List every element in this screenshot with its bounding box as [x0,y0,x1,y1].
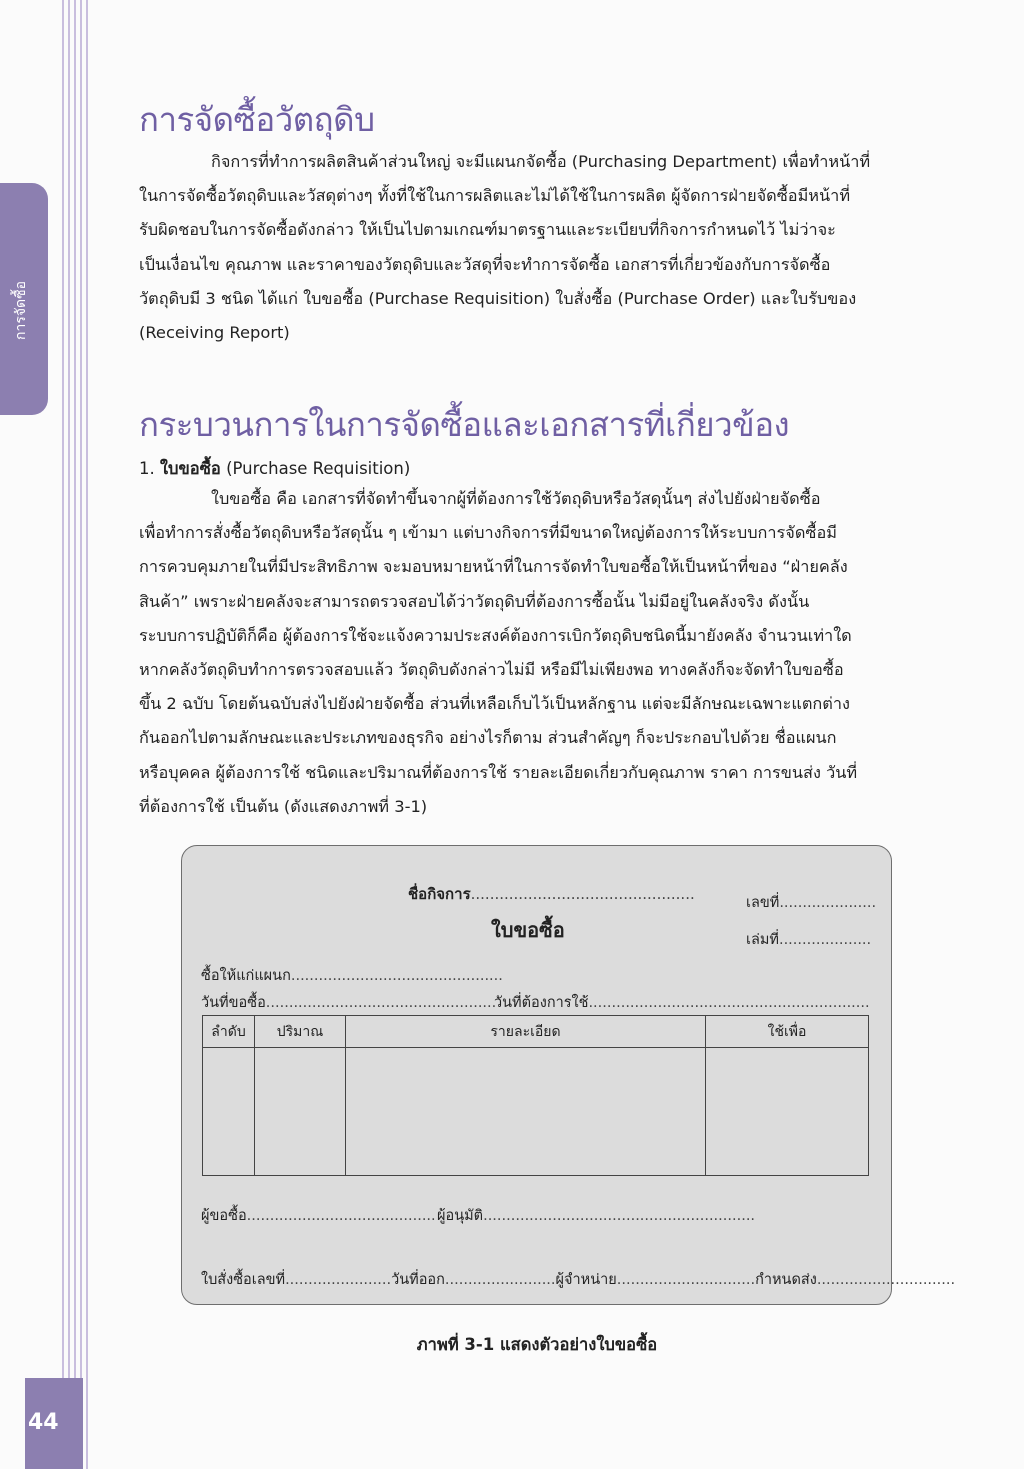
paragraph-line: ขึ้น 2 ฉบับ โดยต้นฉบับส่งไปยังฝ่ายจัดซื้อ ส่วนที่เหลือเก็บไว้เป็นหลักฐาน แต่จะมีลักษณะเฉพาะแตกต่าง [139,694,850,714]
po-footer-fields: ใบสั่งซื้อเลขที่.......................วันที่ออก........................ผู้จำหน่าย..............................กำหนดส่ง.............................. [201,1272,956,1288]
col-header-quantity: ปริมาณ [255,1016,346,1048]
number-field: เลขที่..................... [746,895,877,911]
number-label: เลขที่ [746,895,780,911]
chapter-side-label: การจัดซื้อ [13,280,29,340]
paragraph-line: ระบบการปฏิบัติก็คือ ผู้ต้องการใช้จะแจ้งความประสงค์ต้องการเบิกวัตถุดิบชนิดนี้มายังคลัง จำนวนเท่าใด [139,625,852,645]
requester-field: ผู้ขอซื้อ......................................... [201,1208,436,1224]
paragraph-line: หรือบุคคล ผู้ต้องการใช้ ชนิดและปริมาณที่ต้องการใช้ รายละเอียดเกี่ยวกับคุณภาพ ราคา การขนส่ง วันที่ [139,762,858,782]
paragraph-line: รับผิดชอบในการจัดซื้อดังกล่าว ให้เป็นไปตามเกณฑ์มาตรฐานและระเบียบที่กิจการกำหนดไว้ ไม่ว่าจะ [139,220,836,240]
section-heading-purchasing-process: กระบวนการในการจัดซื้อและเอกสารที่เกี่ยวข้อง [139,405,790,444]
form-title: ใบขอซื้อ [491,918,565,942]
volume-label: เล่มที่ [746,932,779,948]
paragraph-line: หากคลังวัตถุดิบทำการตรวจสอบแล้ว วัตถุดิบดังกล่าวไม่มี หรือมีไม่เพียงพอ ทางคลังก็จะจัดทำใบขอซื้อ [139,660,844,680]
section2-paragraph [139,482,927,824]
page-number: 44 [28,1410,59,1435]
paragraph-line: กันออกไปตามลักษณะและประเภทของธุรกิจ อย่างไรก็ตาม ส่วนสำคัญๆ ก็จะประกอบไปด้วย ชื่อแผนก [139,728,837,748]
approver-field: ผู้อนุมัติ........................................................... [437,1208,756,1224]
col-header-order: ลำดับ [203,1016,255,1048]
paragraph-line: การควบคุมภายในที่มีประสิทธิภาพ จะมอบหมายหน้าที่ในการจัดทำใบขอซื้อให้เป็นหน้าที่ของ “ฝ่ายคลัง [139,557,848,577]
business-name-field: ชื่อกิจการ............................................... [408,885,695,903]
volume-field: เล่มที่.................... [746,932,872,948]
items-table [202,1015,869,1176]
required-date-label: วันที่ต้องการใช้ [494,995,589,1011]
vendor-label: ผู้จำหน่าย [555,1272,617,1288]
figure-caption: ภาพที่ 3-1 แสดงตัวอย่างใบขอซื้อ [416,1335,658,1354]
table-row [203,1048,869,1176]
subheading-thai: ใบขอซื้อ [160,459,221,478]
section1-paragraph [139,145,927,350]
issue-date-label: วันที่ออก [391,1272,445,1288]
paragraph-line: ที่ต้องการใช้ เป็นต้น (ดังแสดงภาพที่ 3-1) [139,796,428,816]
paragraph-line: วัตถุดิบมี 3 ชนิด ได้แก่ ใบขอซื้อ (Purchase Requisition) ใบสั่งซื้อ (Purchase Order) และใบรับของ [139,288,857,308]
request-date-field: วันที่ขอซื้อ.................................................. [201,995,497,1011]
col-header-purpose: ใช้เพื่อ [706,1016,869,1048]
business-name-label: ชื่อกิจการ [408,885,471,903]
paragraph-line: (Receiving Report) [139,323,290,343]
paragraph-line: ใบขอซื้อ คือ เอกสารที่จัดทำขึ้นจากผู้ที่ต้องการใช้วัตถุดิบหรือวัสดุนั้นๆ ส่งไปยังฝ่ายจัดซื้อ [211,489,821,508]
paragraph-line: ในการจัดซื้อวัตถุดิบและวัสดุต่างๆ ทั้งที่ใช้ในการผลิตและไม่ได้ใช้ในการผลิต ผู้จัดการฝ่ายจัดซื้อมีหน้าที่ [139,186,851,206]
po-number-label: ใบสั่งซื้อเลขที่ [201,1272,286,1288]
paragraph-line: กิจการที่ทำการผลิตสินค้าส่วนใหญ่ จะมีแผนกจัดซื้อ (Purchasing Department) เพื่อทำหน้าที่ [211,152,871,171]
subheading-english: (Purchase Requisition) [226,459,411,478]
buy-for-dept-field: ซื้อให้แก่แผนก.............................................. [201,968,503,984]
paragraph-line: เป็นเงื่อนไข คุณภาพ และราคาของวัตถุดิบและวัสดุที่จะทำการจัดซื้อ เอกสารที่เกี่ยวข้องกับการจัดซื้อ [139,254,831,274]
subheading-number: 1. [139,459,155,478]
request-date-label: วันที่ขอซื้อ [201,995,266,1011]
required-date-field: วันที่ต้องการใช้............................................................. [494,995,870,1011]
buy-for-dept-label: ซื้อให้แก่แผนก [201,968,291,984]
col-header-description: รายละเอียด [346,1016,706,1048]
paragraph-line: เพื่อทำการสั่งซื้อวัตถุดิบหรือวัสดุนั้น ๆ เข้ามา แต่บางกิจการที่มีขนาดใหญ่ต้องการให้ระบบการจัดซื้อมี [139,523,837,543]
table-header-row [203,1016,869,1048]
requester-label: ผู้ขอซื้อ [201,1208,247,1224]
section-heading-raw-material-purchasing: การจัดซื้อวัตถุดิบ [139,100,375,139]
approver-label: ผู้อนุมัติ [437,1208,484,1224]
delivery-due-label: กำหนดส่ง [755,1272,817,1288]
subheading-purchase-requisition [139,456,410,482]
purchase-requisition-form [181,845,956,1305]
paragraph-line: สินค้า” เพราะฝ่ายคลังจะสามารถตรวจสอบได้ว่าวัตถุดิบที่ต้องการซื้อนั้น ไม่มีอยู่ในคลังจริง ดังนั้น [139,591,810,611]
